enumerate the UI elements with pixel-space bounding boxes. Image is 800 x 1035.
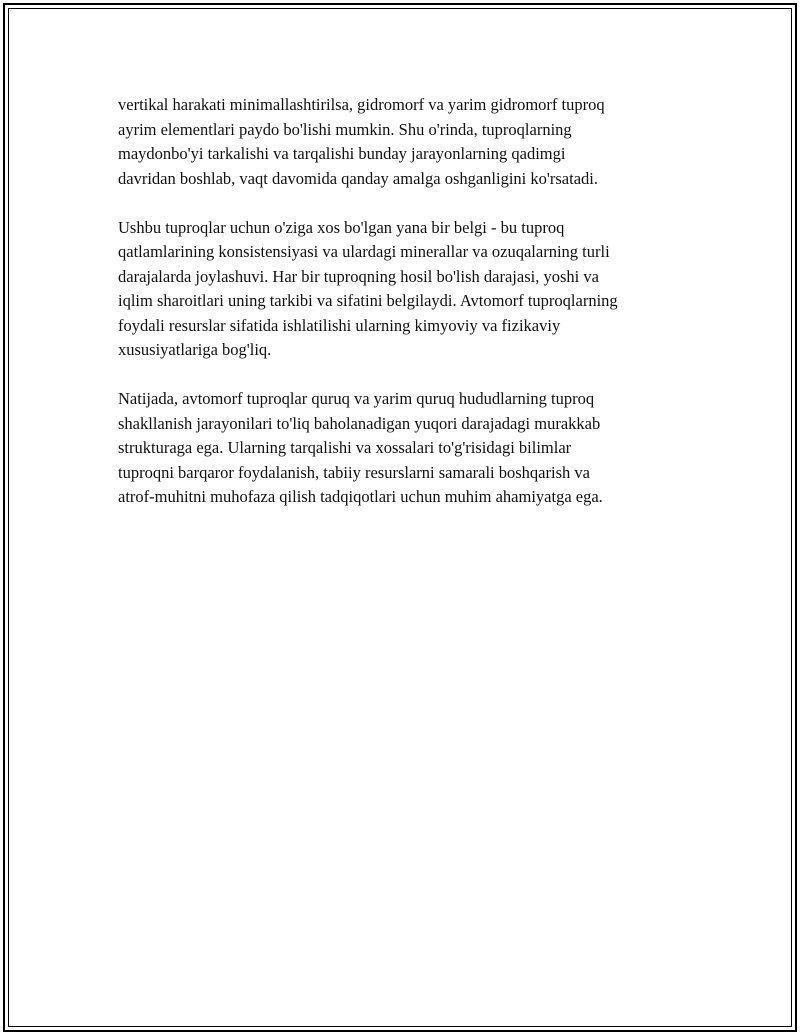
text-line: xususiyatlariga bog'liq. bbox=[118, 340, 272, 359]
text-line: maydonbo'yi tarkalishi va tarqalishi bunday jarayonlarning qadimgi bbox=[118, 144, 566, 163]
text-line: atrof-muhitni muhofaza qilish tadqiqotlari uchun muhim ahamiyatga ega. bbox=[118, 487, 603, 506]
text-line: ayrim elementlari paydo bo'lishi mumkin. Shu o'rinda, tuproqlarning bbox=[118, 119, 572, 139]
paragraph-2 bbox=[118, 216, 688, 363]
text-line: qatlamlarining konsistensiyasi va ulardagi minerallar va ozuqalarning turli bbox=[118, 242, 610, 261]
text-line: tuproqni barqaror foydalanish, tabiiy resurslarni samarali boshqarish va bbox=[118, 462, 590, 482]
text-line: iqlim sharoitlari uning tarkibi va sifatini belgilaydi. Avtomorf tuproqlarning bbox=[118, 291, 618, 310]
paragraph-3 bbox=[118, 387, 688, 510]
text-line: Natijada, avtomorf tuproqlar quruq va yarim quruq hududlarning tuproq bbox=[118, 389, 595, 408]
text-line: darajalarda joylashuvi. Har bir tuproqning hosil bo'lish darajasi, yoshi va bbox=[118, 266, 599, 286]
text-line: Ushbu tuproqlar uchun o'ziga xos bo'lgan yana bir belgi - bu tuproq bbox=[118, 217, 565, 237]
text-line: shakllanish jarayonilari to'liq baholanadigan yuqori darajadagi murakkab bbox=[118, 413, 601, 433]
paragraph-1 bbox=[118, 93, 688, 191]
text-line: davridan boshlab, vaqt davomida qanday amalga oshganligini ko'rsatadi. bbox=[118, 168, 598, 188]
text-line: foydali resurslar sifatida ishlatilishi ularning kimyoviy va fizikaviy bbox=[118, 315, 561, 335]
text-line: strukturaga ega. Ularning tarqalishi va xossalari to'g'risidagi bilimlar bbox=[118, 438, 572, 457]
document-body bbox=[118, 93, 688, 534]
text-line: vertikal harakati minimallashtirilsa, gidromorf va yarim gidromorf tuproq bbox=[118, 95, 605, 114]
